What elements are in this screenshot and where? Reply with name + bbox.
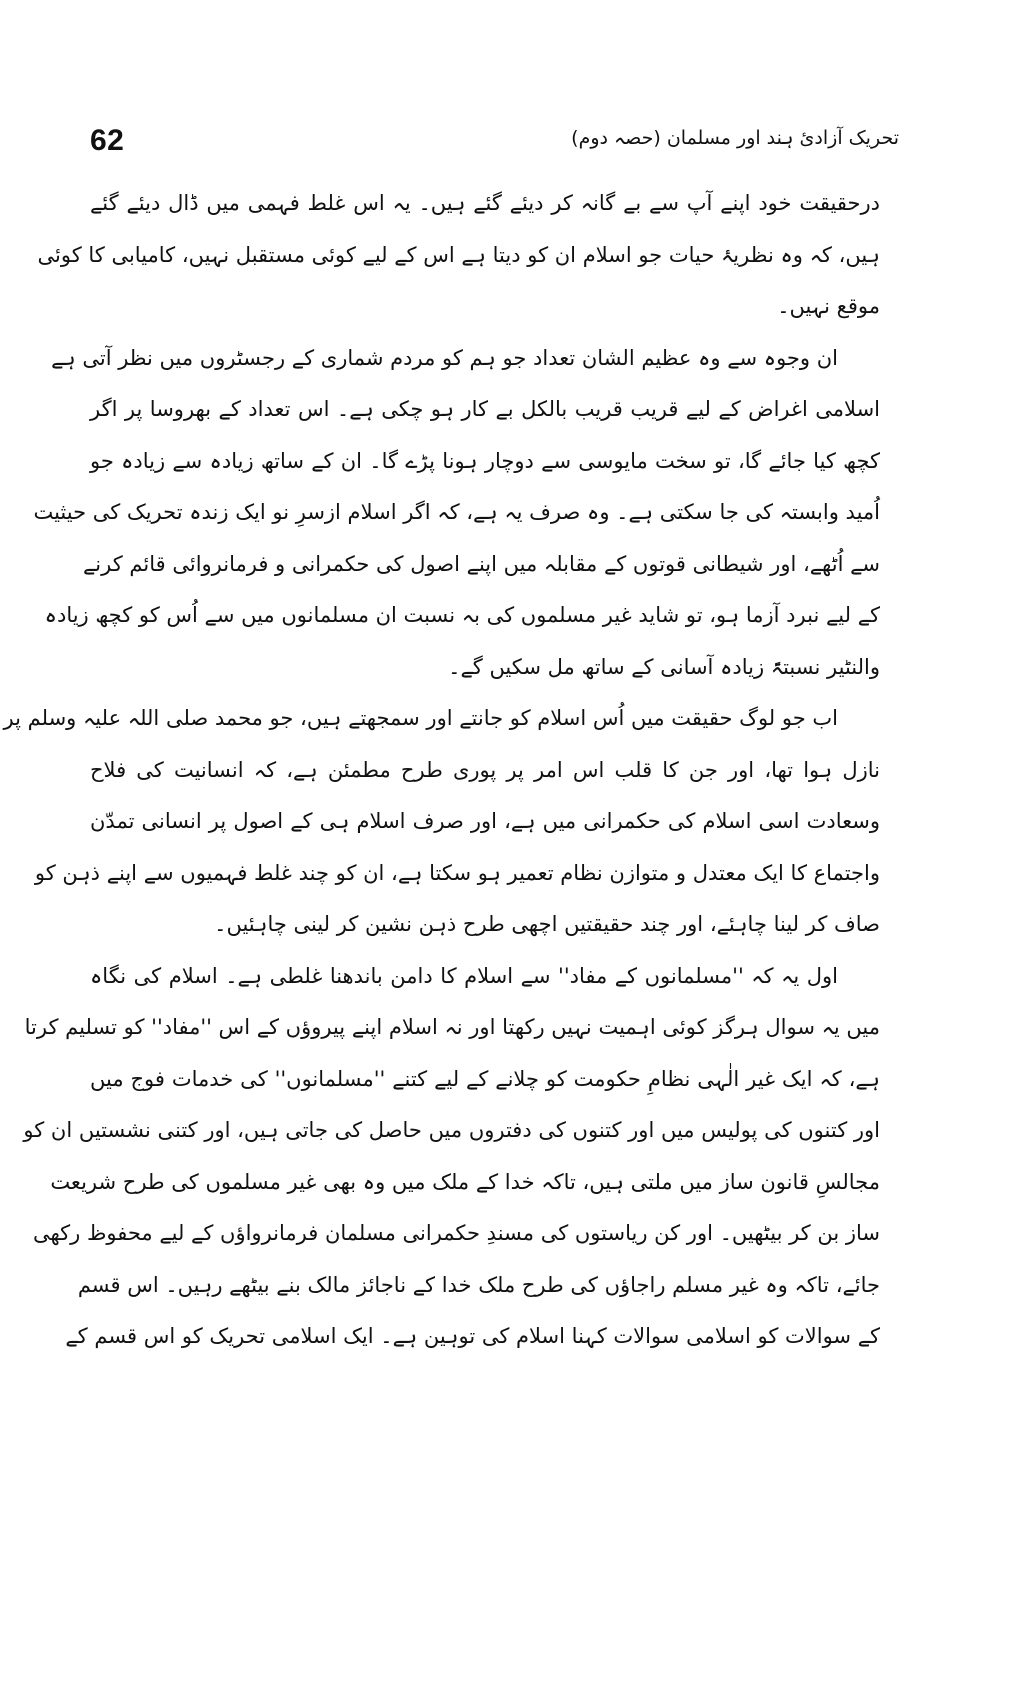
text-line: والنٹیر نسبتۃً زیادہ آسانی کے ساتھ مل سکیں گے۔ bbox=[448, 654, 880, 679]
body-text bbox=[3, 178, 880, 1363]
text-line: میں یہ سوال ہرگز کوئی اہمیت نہیں رکھتا اور نہ اسلام اپنے پیروؤں کے اس ''مفاد'' کو تسلیم کرتا bbox=[24, 1015, 880, 1039]
page-number: 62 bbox=[90, 124, 125, 157]
text-line: مجالسِ قانون ساز میں ملتی ہیں، تاکہ خدا کے ملک میں وہ بھی غیر مسلموں کی طرح شریعت bbox=[50, 1169, 880, 1194]
text-line: اور کتنوں کی پولیس میں اور کتنوں کی دفتروں میں حاصل کی جاتی ہیں، اور کتنی نشستیں ان کو bbox=[23, 1118, 880, 1142]
text-line: اول یہ کہ ''مسلمانوں کے مفاد'' سے اسلام کا دامن باندھنا غلطی ہے۔ اسلام کی نگاہ bbox=[90, 963, 838, 988]
text-line: ان وجوہ سے وہ عظیم الشان تعداد جو ہم کو مردم شماری کے رجسٹروں میں نظر آتی ہے bbox=[51, 345, 838, 370]
text-line: صاف کر لینا چاہئے، اور چند حقیقتیں اچھی طرح ذہن نشین کر لینی چاہئیں۔ bbox=[214, 912, 880, 936]
text-line: کے لیے نبرد آزما ہو، تو شاید غیر مسلموں کی بہ نسبت ان مسلمانوں میں سے اُس کو کچھ زیادہ bbox=[44, 603, 880, 627]
text-line: نازل ہوا تھا، اور جن کا قلب اس امر پر پوری طرح مطمئن ہے، کہ انسانیت کی فلاح bbox=[90, 757, 880, 782]
text-line: ساز بن کر بیٹھیں۔ اور کن ریاستوں کی مسندِ حکمرانی مسلمان فرمانرواؤں کے لیے محفوظ رکھی bbox=[32, 1221, 880, 1245]
text-line: درحقیقت خود اپنے آپ سے بے گانہ کر دیئے گئے ہیں۔ یہ اس غلط فہمی میں ڈال دیئے گئے bbox=[90, 191, 880, 215]
text-line: اُمید وابستہ کی جا سکتی ہے۔ وہ صرف یہ ہے، کہ اگر اسلام ازسرِ نو ایک زندہ تحریک کی حیثیت bbox=[33, 500, 880, 524]
text-line: ہیں، کہ وہ نظریۂ حیات جو اسلام ان کو دیتا ہے اس کے لیے کوئی مستقبل نہیں، کامیابی کا کوئی bbox=[37, 242, 880, 267]
text-line: سے اُٹھے، اور شیطانی قوتوں کے مقابلہ میں اپنے اصول کی حکمرانی و فرمانروائی قائم کرنے bbox=[83, 551, 880, 576]
text-line: اب جو لوگ حقیقت میں اُس اسلام کو جانتے اور سمجھتے ہیں، جو محمد صلی اللہ علیہ وسلم پر bbox=[3, 706, 838, 730]
text-line: کچھ کیا جائے گا، تو سخت مایوسی سے دوچار ہونا پڑے گا۔ ان کے ساتھ زیادہ سے زیادہ جو bbox=[90, 448, 880, 473]
text-line: کے سوالات کو اسلامی سوالات کہنا اسلام کی توہین ہے۔ ایک اسلامی تحریک کو اس قسم کے bbox=[65, 1324, 880, 1348]
text-line: وسعادت اسی اسلام کی حکمرانی میں ہے، اور صرف اسلام ہی کے اصول پر انسانی تمدّن bbox=[90, 809, 880, 833]
text-line: واجتماع کا ایک معتدل و متوازن نظام تعمیر ہو سکتا ہے، ان کو چند غلط فہمیوں سے اپنے ذہن کو bbox=[34, 860, 880, 885]
running-header-title: تحریک آزادیٔ ہند اور مسلمان (حصہ دوم) bbox=[571, 127, 899, 149]
text-line: اسلامی اغراض کے لیے قریب قریب بالکل بے کار ہو چکی ہے۔ اس تعداد کے بھروسا پر اگر bbox=[90, 397, 880, 421]
text-line: جائے، تاکہ وہ غیر مسلم راجاؤں کی طرح ملک خدا کے ناجائز مالک بنے بیٹھے رہیں۔ اس قسم bbox=[77, 1272, 880, 1297]
text-line: ہے، کہ ایک غیر الٰہی نظامِ حکومت کو چلانے کے لیے کتنے ''مسلمانوں'' کی خدمات فوج میں bbox=[90, 1066, 880, 1091]
text-line: موقع نہیں۔ bbox=[777, 294, 880, 318]
